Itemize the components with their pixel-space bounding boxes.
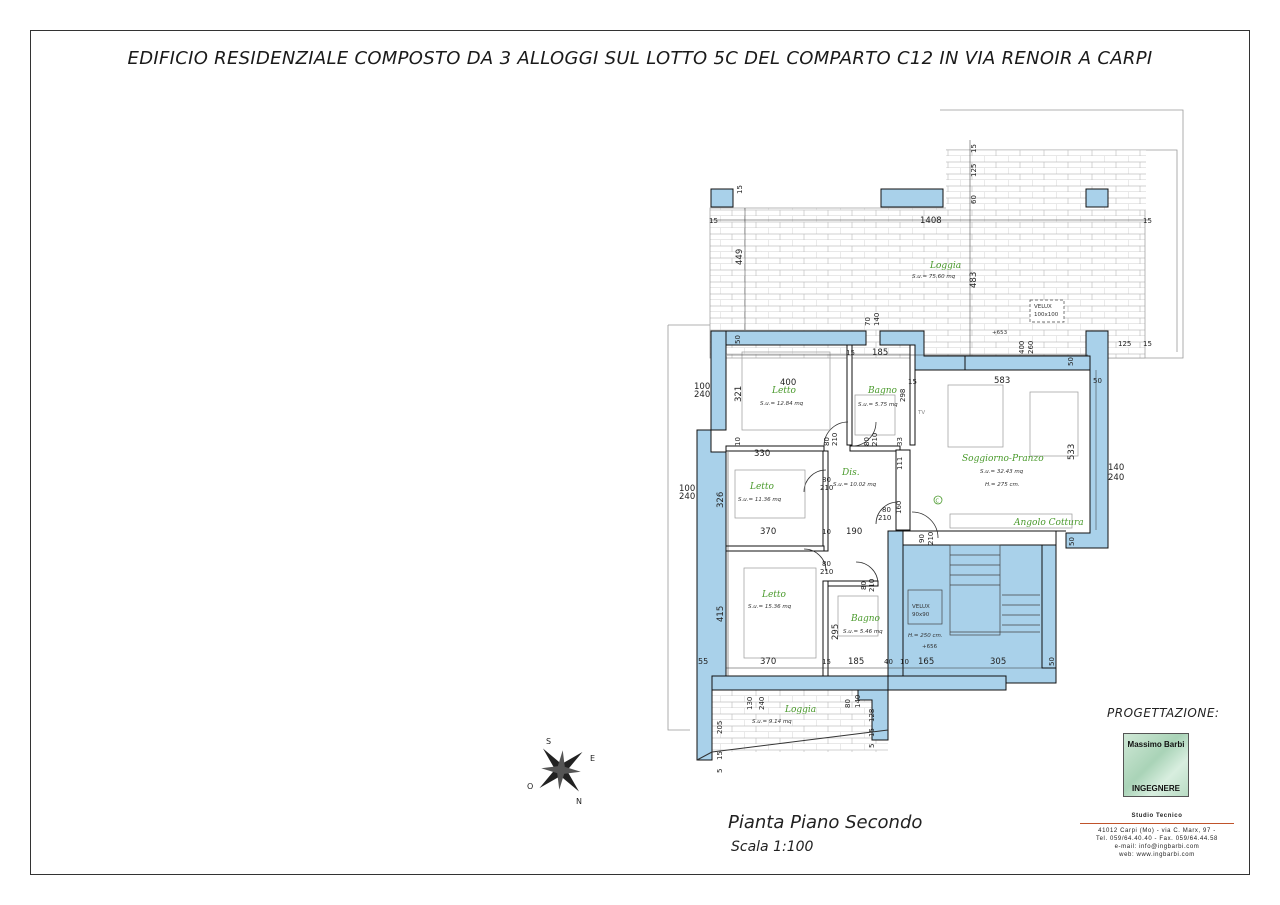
room-label: Letto <box>772 386 796 396</box>
dimension: 15 <box>709 217 718 225</box>
dimension: 326 <box>716 491 726 508</box>
dimension: 100 <box>679 484 696 494</box>
dimension: 15 <box>822 658 831 666</box>
room-area: S.u.= 15.36 mq <box>748 604 792 610</box>
compass-rose <box>526 735 596 805</box>
room-area: H.= 275 cm. <box>985 482 1020 488</box>
dimension: 80 <box>823 437 831 446</box>
dimension: 305 <box>990 657 1007 667</box>
dimension: 205 <box>716 720 724 734</box>
dimension: 190 <box>846 527 863 537</box>
studio-info <box>1080 812 1234 859</box>
dimension: 100 <box>694 382 711 392</box>
dimension: 15 <box>1143 217 1152 225</box>
dimension: 111 <box>896 456 904 470</box>
dimension: 10 <box>734 437 742 446</box>
dimension: 210 <box>820 568 834 576</box>
dimension: 185 <box>872 348 889 358</box>
dimension: 80 <box>822 560 831 568</box>
project-title: EDIFICIO RESIDENZIALE COMPOSTO DA 3 ALLOGGI SUL LOTTO 5C DEL COMPARTO C12 IN VIA RENOIR A CARPI <box>127 48 1153 69</box>
room-area: S.u.= 11.36 mq <box>738 497 782 503</box>
dimension: 533 <box>1067 443 1077 460</box>
room-area: S.u.= 10.02 mq <box>833 482 877 488</box>
dimension: 80 <box>882 506 891 514</box>
dimension: 240 <box>1108 473 1125 483</box>
dimension: 5 <box>868 743 876 748</box>
dimension: 10 <box>900 658 909 666</box>
room-area: S.u.= 32.43 mq <box>980 469 1024 475</box>
dimension: 5 <box>716 768 724 773</box>
compass-label: O <box>527 782 534 791</box>
dimension: 583 <box>994 376 1011 386</box>
room-label: Angolo Cottura <box>1014 518 1084 528</box>
dimension: 321 <box>734 385 744 402</box>
room-label: Soggiorno-Pranzo <box>962 454 1044 464</box>
dimension: 15 <box>846 349 855 357</box>
designer-heading: PROGETTAZIONE: <box>1107 706 1220 720</box>
dimension: 70 <box>864 317 872 326</box>
engineer-stamp <box>1123 733 1189 797</box>
studio-address: 41012 Carpi (Mo) - via C. Marx, 97 - <box>1098 828 1216 834</box>
dimension: 240 <box>758 696 766 710</box>
dimension: 50 <box>1093 377 1102 385</box>
stamp-name: Massimo Barbi <box>1127 740 1185 749</box>
dimension: 370 <box>760 527 777 537</box>
dimension: 10 <box>822 528 831 536</box>
compass-label: S <box>546 737 552 746</box>
dimension: 210 <box>878 514 892 522</box>
studio-email: e-mail: info@ingbarbi.com <box>1114 844 1200 850</box>
dimension: 210 <box>871 432 879 446</box>
dimension: 15 <box>970 144 978 153</box>
room-label: Letto <box>762 590 786 600</box>
dimension: 240 <box>679 492 696 502</box>
dimension: 80 <box>860 581 868 590</box>
dimension: 1408 <box>920 216 942 226</box>
boiler-label: C <box>935 498 939 505</box>
dimension: 449 <box>735 248 745 265</box>
dimension: 415 <box>716 605 726 622</box>
room-area: S.u.= 12.84 mq <box>760 401 804 407</box>
dimension: 260 <box>1027 340 1035 354</box>
dimension: 295 <box>831 623 841 640</box>
dimension: 50 <box>734 335 742 344</box>
tv-mark: TV <box>918 410 926 416</box>
dimension: 210 <box>831 432 839 446</box>
dimension: 125 <box>1118 340 1132 348</box>
dimension: 15 <box>868 728 876 737</box>
velux-size: 90x90 <box>912 612 930 618</box>
dimension: 128 <box>868 708 876 722</box>
velux-label: VELUX <box>1034 304 1052 310</box>
dimension: 298 <box>899 388 907 402</box>
dimension: 80 <box>844 699 852 708</box>
dimension: 400 <box>780 378 797 388</box>
velux-label: VELUX <box>912 604 930 610</box>
dimension: 40 <box>884 658 893 666</box>
room-label: Dis. <box>842 468 860 478</box>
elevation-mark: +656 <box>922 644 938 650</box>
room-label: Loggia <box>930 261 962 271</box>
room-label: Letto <box>750 482 774 492</box>
dimension: 15 <box>736 185 744 194</box>
dimension: 33 <box>896 437 904 446</box>
plan-scale: Scala 1:100 <box>731 839 814 855</box>
dimension: 55 <box>698 657 709 666</box>
stair-height: H.= 250 cm. <box>908 633 943 639</box>
dimension: 185 <box>848 657 865 667</box>
studio-phone: Tel. 059/64.40.40 - Fax. 059/64.44.58 <box>1096 836 1218 842</box>
dimension: 80 <box>863 437 871 446</box>
dimension: 140 <box>854 694 862 708</box>
studio-web: web: www.ingbarbi.com <box>1119 852 1195 858</box>
room-area: S.u.= 9.14 mq <box>752 719 792 725</box>
room-area: S.u.= 75.60 mq <box>912 274 956 280</box>
dimension: 130 <box>746 696 754 710</box>
compass-label: N <box>576 797 582 805</box>
dimension: 370 <box>760 657 777 667</box>
plan-title: Pianta Piano Secondo <box>728 812 923 833</box>
stamp-title: INGEGNERE <box>1131 784 1180 793</box>
dimension: 15 <box>716 751 724 760</box>
compass-label: E <box>590 754 596 763</box>
elevation-mark: +653 <box>992 330 1008 336</box>
room-area: S.u.= 5.75 mq <box>858 402 898 408</box>
dimension: 50 <box>1067 357 1075 366</box>
dimension: 210 <box>820 484 834 492</box>
dimension: 483 <box>969 271 979 288</box>
studio-name: Studio Tecnico <box>1080 812 1234 824</box>
dimension: 330 <box>754 449 771 459</box>
room-label: Bagno <box>851 614 880 624</box>
room-area: S.u.= 5.46 mq <box>843 629 883 635</box>
room-label: Loggia <box>785 705 817 715</box>
dimension: 15 <box>1143 340 1152 348</box>
dimension: 125 <box>970 163 978 177</box>
dimension: 400 <box>1018 340 1026 354</box>
room-label: Bagno <box>868 386 897 396</box>
dimension: 160 <box>895 500 903 514</box>
dimension: 210 <box>868 578 876 592</box>
velux-size: 100x100 <box>1034 312 1059 318</box>
dimension: 165 <box>918 657 935 667</box>
dimension: 90 <box>918 534 926 543</box>
dimension: 140 <box>873 312 881 326</box>
dimension: 240 <box>694 390 711 400</box>
dimension: 50 <box>1048 657 1056 666</box>
dimension: 50 <box>1068 537 1076 546</box>
dimension: 210 <box>927 531 935 545</box>
dimension: 60 <box>970 195 978 204</box>
dimension: 80 <box>822 476 831 484</box>
dimension: 15 <box>908 378 917 386</box>
dimension: 140 <box>1108 463 1125 473</box>
